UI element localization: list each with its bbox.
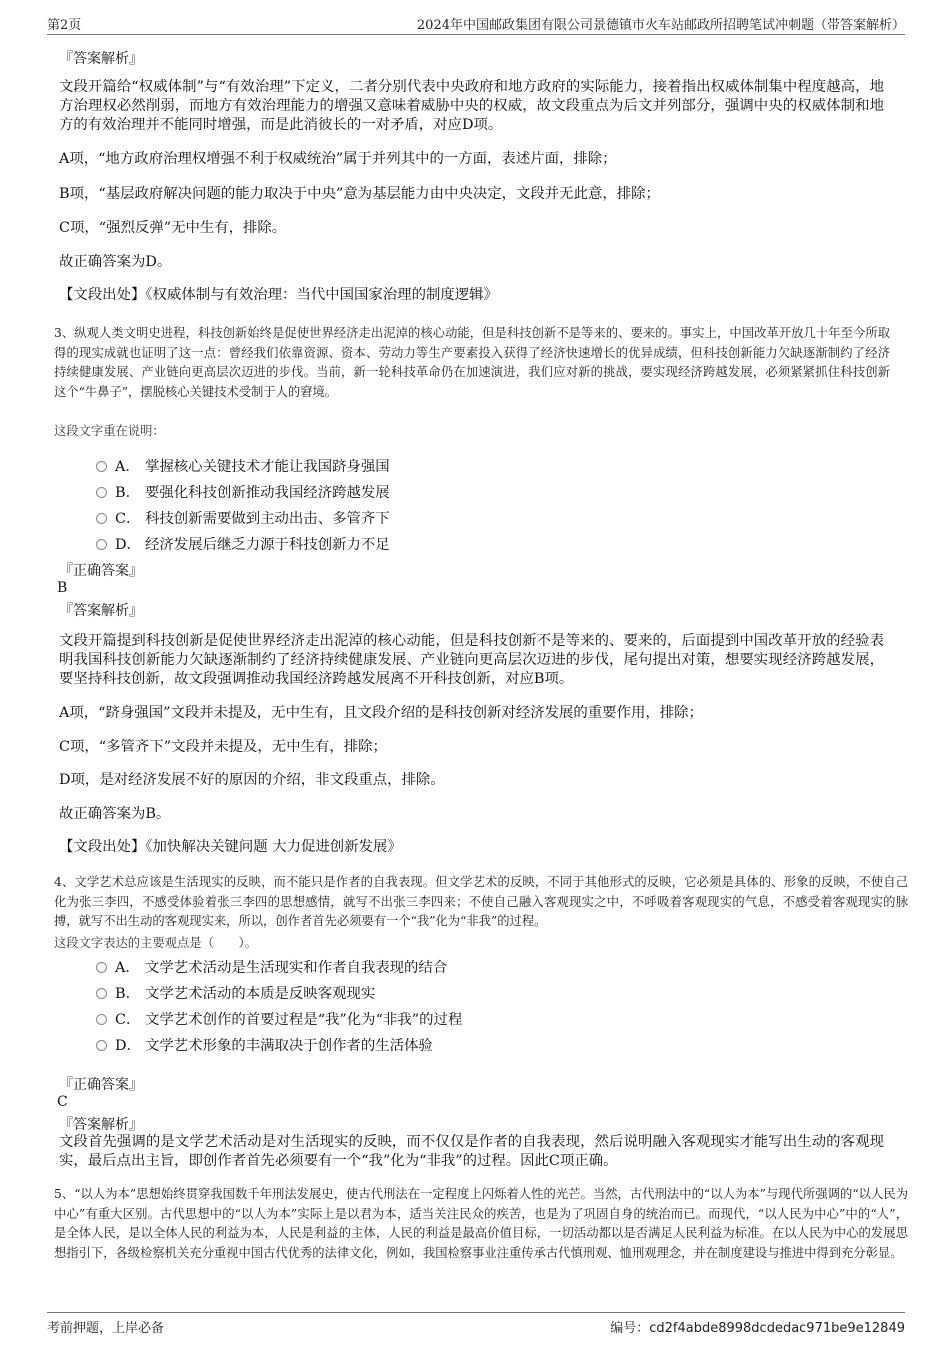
q3-conclusion: 故正确答案为B。	[59, 806, 171, 822]
option-text: 掌握核心关键技术才能让我国跻身强国	[145, 459, 390, 475]
option-letter: A．	[115, 459, 140, 475]
option-letter: D．	[115, 537, 141, 553]
page-number: 第2页	[47, 18, 82, 33]
q3-analysis-label: 『答案解析』	[59, 603, 143, 619]
q4-analysis-text: 文段首先强调的是文学艺术活动是对生活现实的反映，而不仅仅是作者的自我表现，然后说明融入客观现实才能写出生动的客观现实，最后点出主旨，即创作者首先必须要有一个“我”化为“非我”的过程。因此C项正确。	[59, 1134, 884, 1169]
option-letter: A．	[115, 960, 140, 976]
page-footer	[47, 1312, 905, 1339]
q2-analysis-text: 文段开篇给“权威体制”与“有效治理”下定义，二者分别代表中央政府和地方政府的实际能力，接着指出权威体制集中程度越高，地方治理权必然削弱，而地方有效治理能力的增强又意味着威胁中央的权威，故文段重点为后文并列部分，强调中央的权威体制和地方的有效治理并不能同时增强，而是此消彼长的一对矛盾，对应D项。	[59, 79, 884, 133]
q4-answer: C	[57, 1094, 68, 1110]
q4-prompt: 这段文字表达的主要观点是（ ）。	[54, 936, 257, 950]
document-title: 2024年中国邮政集团有限公司景德镇市火车站邮政所招聘笔试冲刺题（带答案解析）	[416, 18, 905, 33]
q4-question: 4、文学艺术总应该是生活现实的反映，而不能只是作者的自我表现。但文学艺术的反映，不同于其他形式的反映，它必须是具体的、形象的反映，不使自己化为张三李四，不感受体验着张三李四的思想感情，就写不出张三李四来；不使自己融入客观现实之中，不呼吸着客观现实的气息，不感受着客观现实的脉搏，就写不出生动的客观现实来，所以，创作者首先必须要有一个“我”化为“非我”的过程。	[54, 875, 908, 928]
q2-analysis-label: 『答案解析』	[59, 51, 143, 67]
option-text: 文学艺术活动的本质是反映客观现实	[145, 986, 376, 1002]
option-letter: B．	[115, 485, 140, 501]
radio-icon[interactable]	[96, 1014, 107, 1025]
q4-analysis-label: 『答案解析』	[59, 1117, 143, 1133]
option-text: 要强化科技创新推动我国经济跨越发展	[145, 485, 390, 501]
footer-slogan: 考前押题，上岸必备	[47, 1321, 165, 1336]
q5-question: 5、“以人为本”思想始终贯穿我国数千年刑法发展史，使古代刑法在一定程度上闪烁着人性的光芒。当然，古代刑法中的“以人为本”与现代所强调的“以人民为中心”有重大区别。古代思想中的“以人为本”实际上是以君为本，适当关注民众的疾苦，也是为了巩固自身的统治而已。而现代，“以人民为中心”中的“人”，是全体人民，是以全体人民的利益为本，人民是利益的主体，人民的利益是最高价值目标，一切活动都以是否满足人民利益为标准。在以人民为中心的发展思想指引下，各级检察机关充分重视中国古代优秀的法律文化，例如，我国检察事业注重传承古代慎刑观、恤刑观理念，并在制度建设与推进中得到充分彰显。	[54, 1187, 908, 1260]
q4-answer-label: 『正确答案』	[59, 1077, 143, 1093]
q4-option-b[interactable]	[96, 982, 375, 1003]
q4-option-d[interactable]	[96, 1034, 433, 1055]
option-text: 科技创新需要做到主动出击、多管齐下	[145, 511, 390, 527]
option-letter: C．	[115, 1012, 141, 1028]
option-text: 文学艺术形象的丰满取决于创作者的生活体验	[145, 1038, 433, 1054]
option-text: 文学艺术创作的首要过程是“我”化为“非我”的过程	[145, 1012, 463, 1028]
q4-option-a[interactable]	[96, 956, 447, 977]
q3-analysis-text: 文段开篇提到科技创新是促使世界经济走出泥淖的核心动能，但是科技创新不是等来的、要来的，后面提到中国改革开放的经验表明我国科技创新能力欠缺逐渐制约了经济持续健康发展、产业链向更高层次迈进的步伐，尾句提出对策，想要实现经济跨越发展，要坚持科技创新，故文段强调推动我国经济跨越发展离不开科技创新，对应B项。	[59, 633, 884, 687]
q2-note-a: A项，“地方政府治理权增强不利于权威统治”属于并列其中的一方面，表述片面，排除；	[59, 151, 617, 167]
q3-option-c[interactable]	[96, 507, 390, 528]
q2-source: 【文段出处】《权威体制与有效治理：当代中国国家治理的制度逻辑》	[59, 287, 498, 303]
radio-icon[interactable]	[96, 988, 107, 999]
radio-icon[interactable]	[96, 1040, 107, 1051]
q4-option-c[interactable]	[96, 1008, 462, 1029]
code-value: cd2f4abde8998dcdedac971be9e12849	[649, 1321, 905, 1336]
radio-icon[interactable]	[96, 513, 107, 524]
q2-note-c: C项，“强烈反弹”无中生有，排除。	[59, 220, 287, 236]
option-letter: B．	[115, 986, 140, 1002]
q3-question: 3、纵观人类文明史进程，科技创新始终是促使世界经济走出泥淖的核心动能，但是科技创新不是等来的、要来的。事实上，中国改革开放几十年至今所取得的现实成就也证明了这一点：曾经我们依靠资源、资本、劳动力等生产要素投入获得了经济快速增长的优异成绩，但科技创新能力欠缺逐渐制约了经济持续健康发展、产业链向更高层次迈进的步伐。当前，新一轮科技革命仍在加速演进，我们应对新的挑战，要实现经济跨越发展，必须紧紧抓住科技创新这个“牛鼻子”，摆脱核心关键技术受制于人的窘境。	[54, 326, 890, 399]
radio-icon[interactable]	[96, 487, 107, 498]
q3-answer-label: 『正确答案』	[59, 563, 143, 579]
q3-note-a: A项，“跻身强国”文段并未提及，无中生有，且文段介绍的是科技创新对经济发展的重要作用，排除；	[59, 705, 703, 721]
q3-option-a[interactable]	[96, 455, 390, 476]
code-label: 编号：	[610, 1321, 650, 1336]
page-header	[47, 12, 905, 35]
option-text: 文学艺术活动是生活现实和作者自我表现的结合	[145, 960, 448, 976]
q3-note-c: C项，“多管齐下”文段并未提及，无中生有，排除；	[59, 739, 387, 755]
q3-option-d[interactable]	[96, 533, 390, 554]
radio-icon[interactable]	[96, 539, 107, 550]
q3-note-d: D项，是对经济发展不好的原因的介绍，非文段重点，排除。	[59, 772, 445, 788]
q3-option-b[interactable]	[96, 481, 390, 502]
option-text: 经济发展后继乏力源于科技创新力不足	[145, 537, 390, 553]
q3-answer: B	[57, 580, 68, 596]
option-letter: D．	[115, 1038, 141, 1054]
radio-icon[interactable]	[96, 461, 107, 472]
document-code	[610, 1317, 905, 1336]
q3-prompt: 这段文字重在说明：	[54, 424, 165, 438]
q3-source: 【文段出处】《加快解决关键问题 大力促进创新发展》	[59, 839, 402, 855]
radio-icon[interactable]	[96, 962, 107, 973]
q2-note-b: B项，“基层政府解决问题的能力取决于中央”意为基层能力由中央决定，文段并无此意，排除；	[59, 186, 660, 202]
option-letter: C．	[115, 511, 141, 527]
q2-conclusion: 故正确答案为D。	[59, 254, 172, 270]
